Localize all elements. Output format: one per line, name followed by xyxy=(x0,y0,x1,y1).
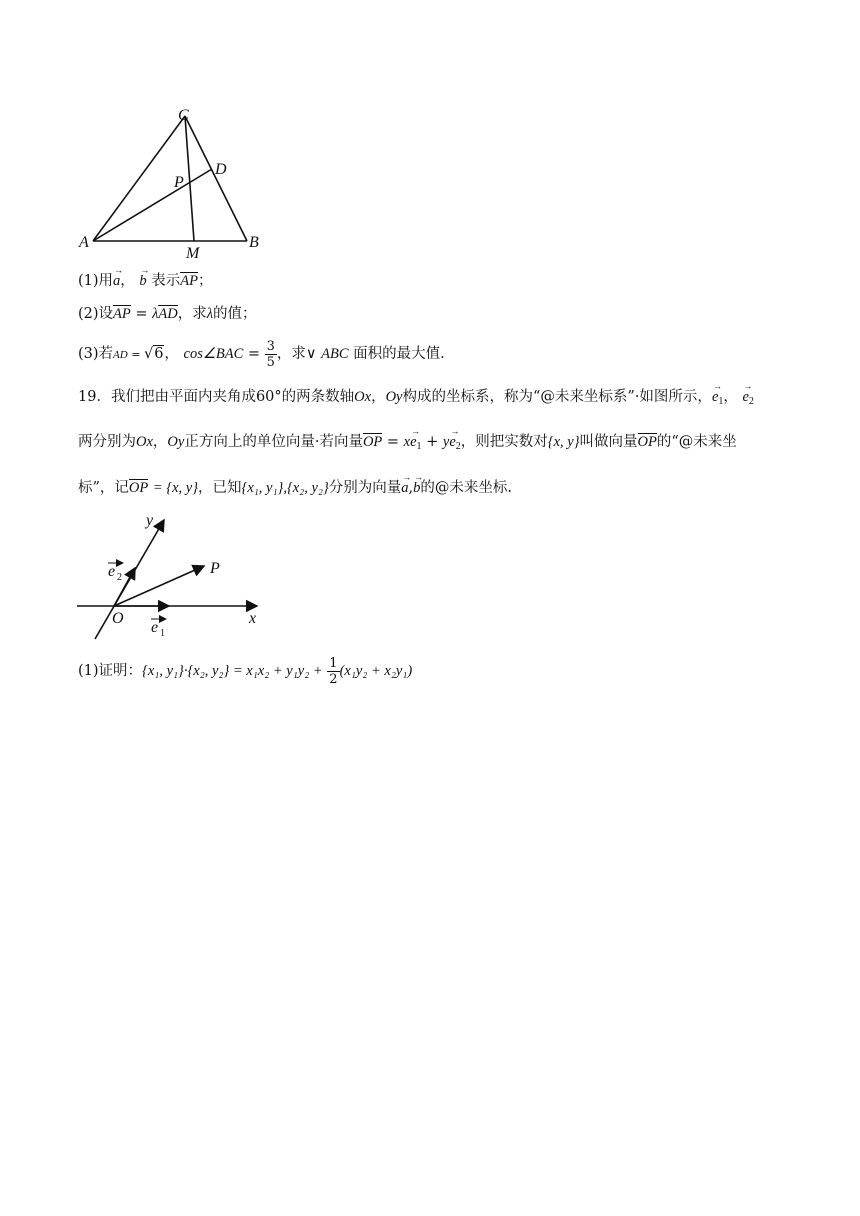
text: = xyxy=(247,346,261,362)
q19-part1 xyxy=(78,654,412,688)
label-x: x xyxy=(249,610,257,627)
vector-op: OP xyxy=(362,434,383,450)
label-c: C xyxy=(178,107,189,124)
vector-e1 xyxy=(410,431,421,454)
text: , xyxy=(408,480,414,496)
vector-b: → b xyxy=(139,270,146,289)
label-e2 xyxy=(108,563,123,583)
lambda: λ xyxy=(206,306,214,322)
vector-e2 xyxy=(449,431,460,454)
subscript: 2 xyxy=(748,396,754,407)
vector-b: → b xyxy=(413,477,420,496)
text: 的值； xyxy=(213,306,257,322)
segment-ad xyxy=(93,169,212,241)
vector-e2 xyxy=(742,386,753,409)
text: = xyxy=(386,434,400,450)
text: e xyxy=(742,389,749,405)
text: ，则把实数对 xyxy=(460,434,548,450)
label-o: O xyxy=(112,610,124,627)
denominator: 5 xyxy=(266,354,275,370)
text: Oy xyxy=(385,389,403,405)
text: ，求∨ xyxy=(276,346,317,362)
svg-text:e: e xyxy=(151,619,159,636)
label-p: P xyxy=(174,174,184,191)
text: cos∠BAC xyxy=(183,346,244,362)
text: x xyxy=(403,434,411,450)
vector-ad: AD xyxy=(158,306,178,322)
q19-line2 xyxy=(78,431,737,454)
fraction xyxy=(265,339,277,370)
numerator: 1 xyxy=(329,655,338,671)
text: y xyxy=(442,434,450,450)
text: 60° xyxy=(255,389,282,405)
part-prefix: (3)若 xyxy=(78,346,114,362)
vector-ap: AP xyxy=(180,273,198,289)
text: + xyxy=(426,434,439,450)
part-prefix: (2)设 xyxy=(78,306,114,322)
text: ， xyxy=(164,346,179,362)
subscript: 2 xyxy=(455,441,461,452)
vector-a: → a xyxy=(401,477,408,496)
sep: ， xyxy=(120,273,135,289)
label-d: D xyxy=(215,161,227,178)
text: 正方向上的单位向量·若向量 xyxy=(184,434,363,450)
svg-text:e: e xyxy=(108,563,116,580)
text: {x₁, y₁}·{x₂, y₂} = x₁x₂ + y₁y₂ + xyxy=(142,663,323,679)
part-prefix: (1)证明： xyxy=(78,663,143,679)
text: 构成的坐标系，称为“@未来坐标系”·如图所示， xyxy=(402,389,712,405)
text: ，已知 xyxy=(198,480,242,496)
text: ； xyxy=(197,273,213,289)
svg-text:1: 1 xyxy=(160,628,165,639)
numerator: 3 xyxy=(266,338,275,354)
vector-ap: AP xyxy=(113,306,131,322)
text: 面积的最大值. xyxy=(353,346,445,362)
q18-part2 xyxy=(78,304,257,324)
vector-e1 xyxy=(712,386,723,409)
text: e xyxy=(410,434,417,450)
label-e1 xyxy=(151,619,166,639)
label-b: B xyxy=(249,234,259,251)
label-y: y xyxy=(146,512,154,529)
text: 分别为向量 xyxy=(328,480,402,496)
vector-op-arrow xyxy=(114,566,204,606)
subscript: 1 xyxy=(718,396,724,407)
text: e xyxy=(711,389,719,405)
text: ， xyxy=(371,389,386,405)
text: = xyxy=(131,348,141,361)
sqrt-value: 6 xyxy=(154,346,164,362)
text: Ox xyxy=(136,434,153,450)
lambda: λ xyxy=(152,306,159,322)
label-a: A xyxy=(79,234,89,251)
text: ABC xyxy=(321,346,349,362)
text: 的@未来坐标. xyxy=(420,480,512,496)
text: 的两条数轴 xyxy=(281,389,355,405)
triangle-figure xyxy=(70,100,270,265)
text: 表示 xyxy=(151,273,181,289)
text: {x₁, y₁},{x₂, y₂} xyxy=(241,480,329,496)
text: (x₁y₂ + x₂y₁) xyxy=(339,663,413,679)
text: = {x, y} xyxy=(152,480,199,496)
text: 叫做向量 xyxy=(579,434,638,450)
subscript: 1 xyxy=(416,441,422,452)
q18-part1 xyxy=(78,270,212,291)
side-ac xyxy=(93,116,185,241)
text: ， xyxy=(152,434,168,450)
text: Oy xyxy=(167,434,185,450)
vector-op: OP xyxy=(128,480,149,496)
coordinate-figure xyxy=(75,507,275,645)
svg-text:2: 2 xyxy=(117,572,122,583)
q19-line3 xyxy=(78,477,512,498)
text: 的“@未来坐 xyxy=(656,434,737,450)
text: {x, y} xyxy=(547,434,580,450)
text: 两分别为 xyxy=(78,434,136,450)
text: 标”，记 xyxy=(78,480,129,496)
vector-op: OP xyxy=(637,434,657,450)
text: = xyxy=(135,306,148,322)
text: Ox xyxy=(354,389,372,405)
label-p: P xyxy=(210,560,220,577)
text: 19．我们把由平面内夹角成 xyxy=(78,389,256,405)
segment-cm xyxy=(185,116,194,241)
text: ， xyxy=(723,389,738,405)
q18-part3: (3)若AD = √6， cos∠BAC = $\frac{3}{5}$ ，求∨ ABC 面积的最大值. xyxy=(78,338,445,370)
part-prefix: (1)用 xyxy=(78,273,114,289)
q19-line1 xyxy=(78,386,754,409)
text: ，求 xyxy=(177,306,207,322)
fraction xyxy=(327,656,339,687)
side-cb xyxy=(185,116,247,241)
label-m: M xyxy=(186,245,200,262)
text: e xyxy=(449,434,456,450)
text: AD xyxy=(113,349,128,361)
denominator: 2 xyxy=(329,671,338,687)
vector-a: → a xyxy=(113,270,120,289)
